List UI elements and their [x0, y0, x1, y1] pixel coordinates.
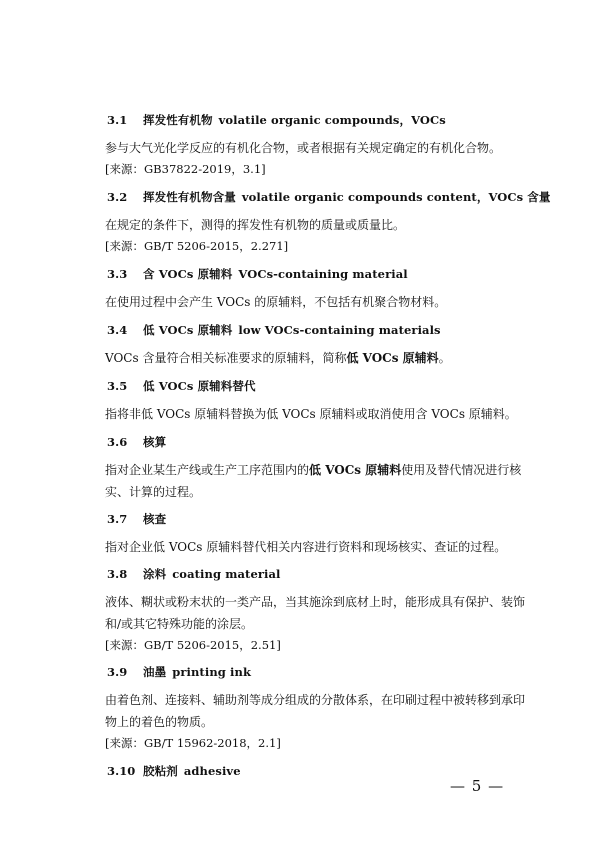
term-zh: 低 VOCs 原辅料替代: [143, 379, 256, 393]
term-en: coating material: [172, 567, 281, 581]
term-heading-3-10: [107, 763, 241, 779]
term-zh: 油墨: [143, 665, 167, 679]
definition-line: 液体、糊状或粉末状的一类产品，当其施涂到底材上时，能形成具有保护、装饰: [105, 595, 526, 609]
definition-emphasis: 低 VOCs 原辅料: [346, 351, 439, 365]
term-heading-3-9: [107, 664, 251, 680]
definition-line: 实、计算的过程。: [105, 485, 202, 499]
term-number: 3.9: [107, 665, 128, 679]
term-zh: 核查: [143, 512, 167, 526]
term-heading-3-2: [107, 189, 551, 205]
term-number: 3.8: [107, 567, 128, 581]
definition-text: VOCs 含量符合相关标准要求的原辅料，简称: [105, 351, 347, 365]
definition-line: 和/或其它特殊功能的涂层。: [105, 617, 254, 631]
term-zh: 含 VOCs 原辅料: [143, 267, 233, 281]
term-zh: 胶粘剂: [143, 764, 178, 778]
term-zh: 核算: [143, 435, 167, 449]
term-zh: 挥发性有机物含量: [143, 190, 236, 204]
term-number: 3.6: [107, 435, 128, 449]
term-number: 3.5: [107, 379, 128, 393]
term-heading-3-7: [107, 511, 172, 527]
term-number: 3.1: [107, 113, 128, 127]
term-en: VOCs-containing material: [238, 267, 408, 281]
source-citation: [来源：GB/T 15962-2018，2.1]: [105, 736, 281, 750]
definition-line: 指对企业低 VOCs 原辅料替代相关内容进行资料和现场核实、查证的过程。: [105, 540, 507, 554]
term-number: 3.7: [107, 512, 128, 526]
term-zh: 挥发性有机物: [143, 113, 213, 127]
term-number: 3.3: [107, 267, 128, 281]
term-heading-3-4: [107, 322, 441, 338]
definition-line: 物上的着色的物质。: [105, 715, 214, 729]
definition-line: 在规定的条件下，测得的挥发性有机物的质量或质量比。: [105, 218, 406, 232]
definition-text: 使用及替代情况进行核: [401, 463, 522, 477]
definition-line: [105, 461, 521, 478]
definition-text: 指对企业某生产线或生产工序范围内的: [105, 463, 310, 477]
term-en: low VOCs-containing materials: [238, 323, 441, 337]
term-zh: 低 VOCs 原辅料: [143, 323, 233, 337]
term-number: 3.10: [107, 764, 136, 778]
definition-line: [105, 349, 451, 366]
definition-line: 指将非低 VOCs 原辅料替换为低 VOCs 原辅料或取消使用含 VOCs 原辅料。: [105, 407, 517, 421]
term-en: volatile organic compounds，VOCs: [218, 113, 446, 127]
definition-line: 参与大气光化学反应的有机化合物，或者根据有关规定确定的有机化合物。: [105, 141, 502, 155]
term-heading-3-8: [107, 566, 281, 582]
term-number: 3.2: [107, 190, 128, 204]
page-number: — 5 —: [450, 777, 505, 795]
term-en: volatile organic compounds content，VOCs 含量: [241, 190, 551, 204]
term-en: printing ink: [172, 665, 252, 679]
definition-line: 由着色剂、连接料、辅助剂等成分组成的分散体系，在印刷过程中被转移到承印: [105, 693, 526, 707]
source-citation: [来源：GB/T 5206-2015，2.51]: [105, 638, 281, 652]
definition-emphasis: 低 VOCs 原辅料: [309, 463, 402, 477]
term-en: adhesive: [183, 764, 241, 778]
source-citation: [来源：GB/T 5206-2015，2.271]: [105, 239, 289, 253]
term-heading-3-1: [107, 112, 446, 128]
term-number: 3.4: [107, 323, 128, 337]
term-heading-3-5: [107, 378, 262, 394]
term-heading-3-3: [107, 266, 408, 282]
source-citation: [来源：GB37822-2019，3.1]: [105, 162, 266, 176]
term-zh: 涂料: [143, 567, 167, 581]
definition-line: 在使用过程中会产生 VOCs 的原辅料，不包括有机聚合物材料。: [105, 295, 447, 309]
definition-text: 。: [438, 351, 451, 365]
term-heading-3-6: [107, 434, 172, 450]
